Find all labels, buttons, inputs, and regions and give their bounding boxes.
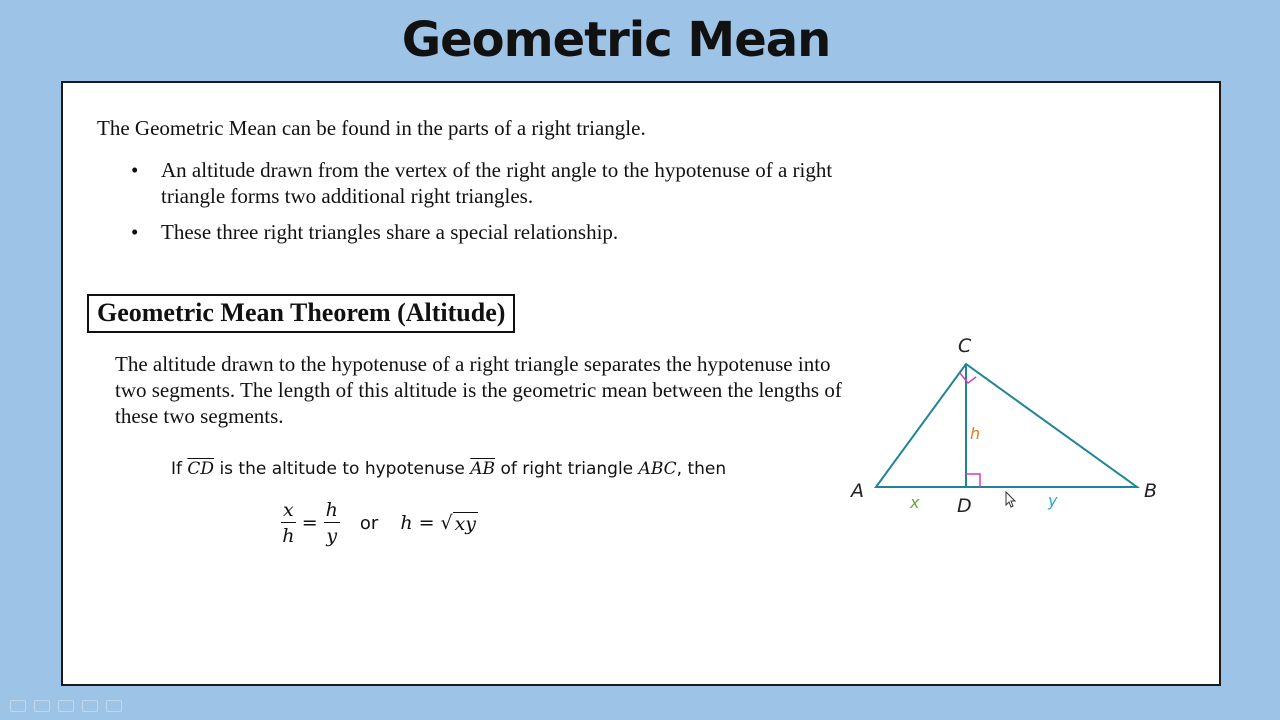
theorem-title: Geometric Mean Theorem (Altitude) bbox=[87, 294, 515, 333]
radicand: xy bbox=[454, 512, 477, 535]
bullet-marker: • bbox=[131, 158, 139, 182]
if-end-text: , then bbox=[676, 459, 727, 479]
segment-label-x: x bbox=[910, 493, 920, 512]
vertex-label-a: A bbox=[851, 480, 864, 502]
intro-text: The Geometric Mean can be found in the parts of a right triangle. bbox=[97, 116, 646, 140]
segment-label-y: y bbox=[1048, 491, 1058, 510]
previous-slide-icon[interactable] bbox=[10, 700, 26, 712]
slides-grid-icon[interactable] bbox=[82, 700, 98, 712]
radical-sign: √ bbox=[440, 512, 453, 534]
next-slide-icon[interactable] bbox=[34, 700, 50, 712]
if-middle-text: is the altitude to hypotenuse bbox=[214, 459, 471, 479]
right-angle-mark-d bbox=[966, 474, 980, 487]
theorem-text: The altitude drawn to the hypotenuse of a right triangle separates the hypotenuse into two segments. The length of this altitude is the geometric mean between the lengths of these two segments. bbox=[115, 352, 842, 428]
vertex-label-c: C bbox=[958, 335, 972, 357]
slide-title: Geometric Mean bbox=[401, 12, 831, 68]
fraction-numerator: h bbox=[325, 499, 338, 521]
segment-cd: $\overline{CD}$ bbox=[187, 459, 215, 479]
mouse-cursor-icon bbox=[1006, 492, 1015, 507]
formula-lhs: h bbox=[400, 512, 413, 534]
presentation-controls[interactable] bbox=[0, 696, 170, 716]
fraction-numerator: x bbox=[283, 499, 294, 521]
right-angle-mark-c bbox=[960, 373, 976, 383]
pen-tool-icon[interactable] bbox=[58, 700, 74, 712]
or-word: or bbox=[359, 512, 379, 534]
equals-sign: = bbox=[301, 512, 318, 534]
segment-label-h: h bbox=[970, 424, 981, 443]
bullet-marker: • bbox=[131, 220, 139, 244]
fraction-denominator: y bbox=[326, 525, 338, 547]
bullet-text: These three right triangles share a special relationship. bbox=[161, 220, 619, 244]
equals-sign: = bbox=[418, 512, 435, 534]
triangle-abc-outline bbox=[876, 364, 1137, 487]
vertex-label-b: B bbox=[1144, 480, 1158, 502]
triangle-abc: ABC bbox=[638, 459, 677, 479]
fraction-denominator: h bbox=[282, 525, 295, 547]
if-word: If bbox=[171, 459, 188, 479]
vertex-label-d: D bbox=[957, 495, 972, 517]
segment-ab: $\overline{AB}$ bbox=[470, 459, 496, 479]
if-middle-text-2: of right triangle bbox=[495, 459, 639, 479]
bullet-text: An altitude drawn from the vertex of the right angle to the hypotenuse of a right triangle forms two additional right triangles. bbox=[161, 158, 833, 208]
zoom-icon[interactable] bbox=[106, 700, 122, 712]
